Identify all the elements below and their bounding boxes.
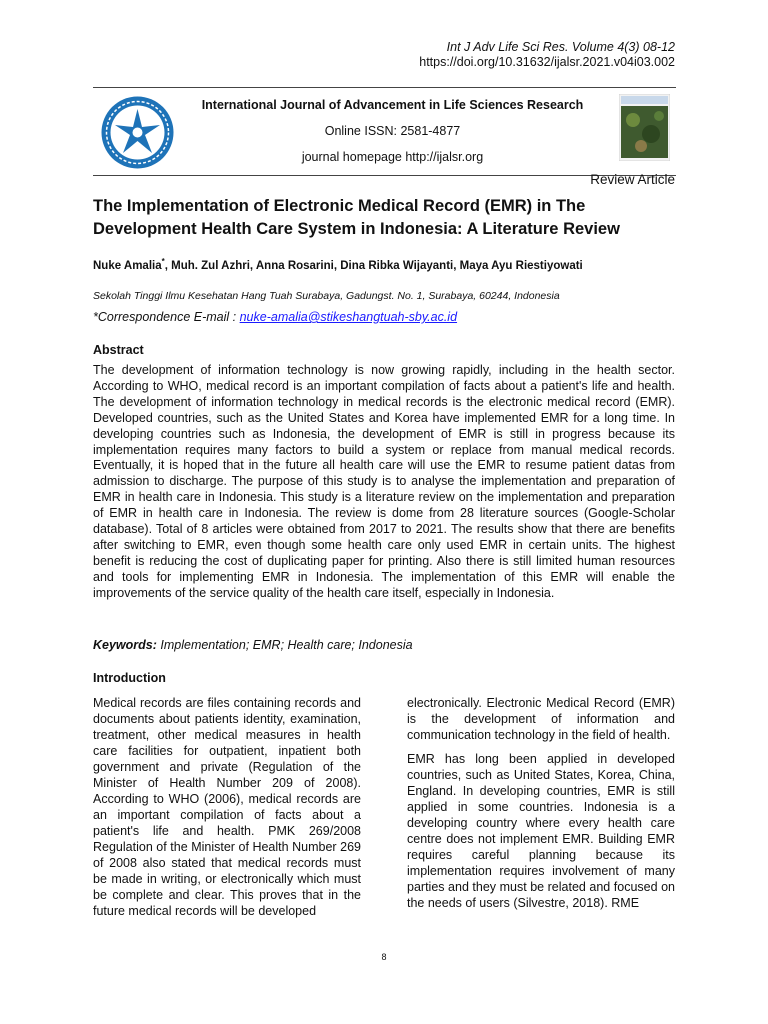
article-title: The Implementation of Electronic Medical Record (EMR) in The Development Health Care System in Indonesia: A Literature Review: [93, 197, 620, 238]
keywords-label: Keywords:: [93, 638, 157, 652]
journal-issn: Online ISSN: 2581-4877: [324, 124, 461, 138]
article-type-label: Review Article: [590, 172, 675, 187]
intro-paragraph: Medical records are files containing records and documents about patients identity, examination, treatment, other medical measures in health care facilities for outpatient, inpatient both government and private (Regulation of the Minister of Health Number 209 of 2008). According to WHO (2006), medical records are an important compilation of facts about a patient's life and health. PMK 269/2008 Regulation of the Minister of Health Number 269 of 2008 also stated that medical records must be made in writing, or electronically which must be complete and clear. This proves that in the future medical records will be developed: [93, 696, 361, 918]
first-author: Nuke Amalia: [93, 259, 162, 272]
journal-info: [185, 92, 600, 170]
correspondence-email-link[interactable]: nuke-amalia@stikeshangtuah-sby.ac.id: [239, 310, 458, 324]
journal-homepage[interactable]: journal homepage http://ijalsr.org: [301, 150, 484, 164]
journal-cover-thumbnail: [619, 94, 670, 161]
journal-name: International Journal of Advancement in Life Sciences Research: [201, 98, 584, 112]
correspondence-label: *Correspondence E-mail :: [93, 310, 240, 324]
journal-logo-icon: [100, 95, 175, 170]
intro-paragraph: EMR has long been applied in developed countries, such as United States, Korea, China, England. In developing countries, EMR is still applied in some countries. Indonesia is a developing country where every health care centre does not implement EMR. Building EMR requires careful planning because its implementation requires involvement of many parties and they must be related and focused on the needs of users (Silvestre, 2018). RME: [407, 752, 675, 910]
abstract-heading: Abstract: [93, 343, 144, 357]
doi-link[interactable]: https://doi.org/10.31632/ijalsr.2021.v04i03.002: [419, 55, 675, 69]
other-authors: , Muh. Zul Azhri, Anna Rosarini, Dina Ribka Wijayanti, Maya Ayu Riestiyowati: [164, 259, 583, 272]
introduction-left-column: [93, 695, 361, 919]
author-list: [93, 257, 693, 272]
journal-reference: Int J Adv Life Sci Res. Volume 4(3) 08-12: [446, 40, 675, 54]
page-number: 8: [381, 952, 387, 962]
introduction-heading: Introduction: [93, 671, 166, 685]
intro-paragraph: electronically. Electronic Medical Record (EMR) is the development of information and communication technology in the field of health.: [407, 696, 675, 742]
keywords-text: Implementation; EMR; Health care; Indonesia: [156, 638, 413, 652]
introduction-right-column: [407, 695, 675, 919]
citation-block: [419, 40, 675, 70]
correspondence: [93, 310, 457, 324]
corresponding-mark: *: [161, 257, 165, 266]
keywords: [93, 638, 675, 652]
abstract-text: The development of information technology is now growing rapidly, including in the health sector. According to WHO, medical record is an important compilation of facts about a patient's life and health. The development of information technology in medical records is the electronic medical record (EMR). Developed countries, such as the United States and Korea have implemented EMR for a long time. In developing countries such as Indonesia, the development of EMR is still in progress because its implementation requires many factors to build a system or replace from manual medical records. Eventually, it is hoped that in the future all health care will use the EMR to resume patient datas from admission to discharge. The purpose of this study is to analyse the implementation and preparation of EMR in health care in Indonesia. This study is a literature review on the implementation and preparation of EMR in health care in Indonesia. The review is dome from 28 literature sources (Google-Scholar database). Total of 8 articles were obtained from 2017 to 2021. The results show that there are benefits after switching to EMR, even though some health care only used EMR in certain units. The highest benefit is reducing the cost of duplicating paper for printing. Also there is still limited human resources and tools for implementing EMR in Indonesia. The implementation of this EMR will enable the improvements of the service quality of the health care itself, especially in Indonesia.: [93, 363, 675, 600]
affiliation: Sekolah Tinggi Ilmu Kesehatan Hang Tuah Surabaya, Gadungst. No. 1, Surabaya, 60244, Indonesia: [93, 290, 560, 302]
